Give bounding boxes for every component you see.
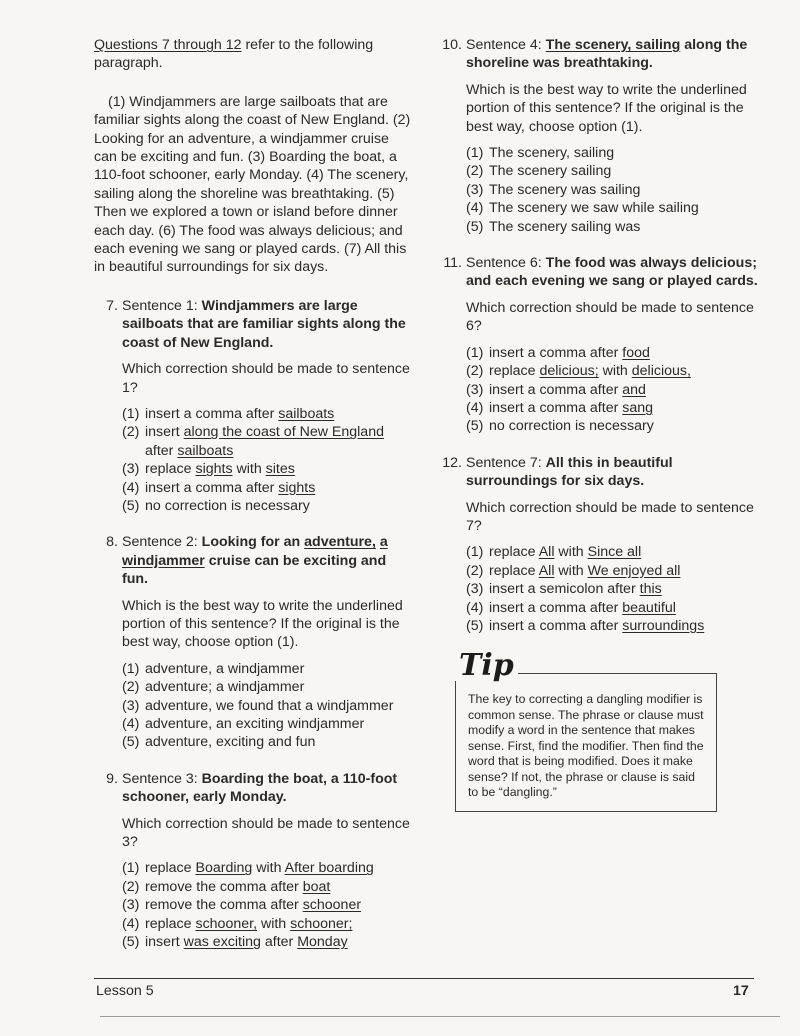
question-8 — [94, 533, 412, 751]
option-underlined: boat — [302, 878, 331, 895]
option-text: insert a comma after — [489, 381, 623, 398]
stem-sentence: along the shoreline was breathtaking. — [466, 37, 748, 72]
question-number: 7. — [106, 297, 118, 314]
question-number: 12. — [442, 454, 462, 471]
right-column — [440, 36, 760, 812]
option-underlined: schooner; — [290, 915, 353, 932]
question-9 — [94, 770, 412, 952]
option-underlined: this — [639, 581, 662, 598]
question-prompt: Which correction should be made to sentence 3? — [122, 815, 410, 851]
option-text: insert — [145, 934, 184, 951]
question-stem — [122, 770, 412, 807]
option-text: no correction is necessary — [489, 418, 654, 435]
option-underlined: sites — [265, 461, 295, 478]
option-number: (1) — [122, 405, 140, 422]
answer-option[interactable] — [122, 460, 412, 478]
option-text: with — [257, 915, 291, 932]
option-underlined: beautiful — [622, 599, 676, 616]
option-number: (5) — [466, 218, 484, 235]
option-number: (1) — [466, 544, 484, 561]
answer-option[interactable] — [122, 933, 412, 951]
answer-options — [466, 144, 760, 236]
option-underlined: schooner — [302, 897, 362, 914]
answer-option[interactable] — [122, 733, 412, 751]
stem-sentence: Windjammers are large sailboats that are familiar sights along the coast of New England. — [122, 297, 406, 351]
answer-option[interactable] — [122, 715, 412, 733]
option-underlined: and — [622, 381, 646, 398]
stem-sentence: Looking for an — [201, 534, 305, 551]
question-prompt: Which correction should be made to sentence 1? — [122, 361, 410, 396]
stem-lead: Sentence 4: — [466, 37, 546, 53]
stem-underlined: adventure, — [304, 534, 376, 551]
option-number: (1) — [466, 344, 484, 361]
lesson-label: Lesson 5 — [96, 983, 154, 999]
answer-option[interactable] — [122, 915, 412, 933]
footer-rule — [94, 978, 754, 979]
answer-option[interactable] — [466, 599, 760, 617]
stem-underlined: a windjammer — [122, 534, 388, 569]
answer-option[interactable] — [466, 181, 760, 199]
answer-option[interactable] — [122, 859, 412, 877]
answer-option[interactable] — [122, 479, 412, 497]
option-text: replace — [489, 544, 539, 561]
option-text: no correction is necessary — [145, 497, 310, 514]
option-text: The scenery sailing was — [489, 218, 641, 235]
option-text: replace — [145, 915, 196, 932]
answer-options — [466, 543, 760, 635]
option-underlined: All — [538, 544, 555, 561]
option-number: (4) — [122, 915, 140, 932]
answer-option[interactable] — [122, 660, 412, 678]
question-prompt: Which is the best way to write the underlined portion of this sentence? If the original is the best way, choose option (1). — [466, 81, 747, 135]
tip-box — [455, 673, 717, 812]
option-text: insert a comma after — [489, 344, 623, 361]
question-number: 11. — [443, 255, 462, 272]
question-number: 9. — [106, 770, 118, 787]
answer-option[interactable] — [466, 580, 760, 598]
answer-options — [466, 344, 760, 436]
option-number: (1) — [122, 860, 140, 877]
passage — [94, 93, 412, 277]
question-prompt: Which correction should be made to sentence 7? — [466, 499, 754, 534]
stem-lead: Sentence 2: — [122, 534, 202, 551]
answer-options — [122, 859, 412, 951]
question-prompt: Which correction should be made to sentence 6? — [466, 299, 754, 335]
stem-underlined: The scenery, sailing — [545, 37, 681, 53]
option-text: with — [554, 544, 588, 561]
option-underlined: sang — [622, 399, 654, 416]
question-7 — [94, 297, 412, 515]
stem-lead: Sentence 6: — [466, 255, 546, 272]
stem-sentence: The food was always delicious; and each evening we sang or played cards. — [466, 255, 758, 290]
answer-option[interactable] — [466, 218, 760, 236]
option-number: (4) — [122, 716, 140, 732]
question-number: 8. — [106, 534, 118, 551]
answer-option[interactable] — [466, 381, 760, 399]
option-text: after — [145, 442, 178, 459]
option-number: (5) — [122, 734, 140, 751]
question-stem — [466, 454, 760, 491]
option-text: The scenery sailing — [489, 163, 612, 180]
answer-option[interactable] — [122, 423, 412, 460]
option-text: insert a comma after — [145, 405, 279, 422]
option-number: (4) — [466, 599, 484, 616]
option-text: The scenery was sailing — [489, 181, 641, 198]
tip-callout — [455, 648, 717, 812]
option-text: with — [598, 363, 632, 380]
answer-option[interactable] — [466, 617, 760, 635]
stem-lead: Sentence 7: — [466, 454, 546, 471]
option-underlined: After boarding — [284, 860, 374, 877]
passage-paragraph: (1) Windjammers are large sailboats that are familiar sights along the coast of New England. (2) Looking for an adventure, a windjammer cruise can be exciting and fun. (3) Boarding the boat, a 110-foot schooner, early Monday. (4) The scenery, sailing along the shoreline was breathtaking. (5) Then we explored a town or island before dinner each day. (6) The food was always delicious; and each evening we sang or played cards. (7) All this in beautiful surroundings for six days. — [94, 93, 411, 276]
option-underlined: sailboats — [177, 442, 234, 459]
option-number: (5) — [466, 418, 484, 435]
answer-option[interactable] — [466, 399, 760, 417]
option-number: (2) — [466, 562, 484, 579]
answer-option[interactable] — [122, 896, 412, 914]
option-underlined: delicious; — [539, 363, 599, 380]
question-11 — [440, 254, 760, 436]
option-number: (5) — [466, 617, 484, 634]
option-text: with — [252, 860, 285, 877]
option-text: insert a comma after — [145, 479, 279, 496]
answer-option[interactable] — [122, 678, 412, 696]
answer-options — [122, 405, 412, 515]
question-stem — [466, 36, 760, 73]
option-number: (4) — [122, 479, 140, 496]
answer-option[interactable] — [466, 199, 760, 217]
intro-text — [94, 36, 412, 73]
option-text: after — [260, 934, 298, 951]
option-underlined: schooner, — [195, 915, 258, 932]
option-number: (3) — [122, 897, 140, 914]
option-text: insert a comma after — [489, 617, 623, 634]
option-underlined: Since all — [587, 544, 642, 561]
option-number: (1) — [122, 660, 140, 677]
question-stem — [122, 297, 412, 352]
stem-sentence: cruise can be exciting and fun. — [122, 552, 387, 588]
option-text: adventure, an exciting windjammer — [145, 716, 365, 732]
answer-option[interactable] — [122, 405, 412, 423]
question-prompt: Which is the best way to write the underlined portion of this sentence? If the original is the best way, choose option (1). — [122, 597, 403, 651]
answer-option[interactable] — [122, 878, 412, 896]
option-underlined: sights — [278, 479, 316, 496]
option-text: The scenery, sailing — [489, 145, 615, 162]
option-text: The scenery we saw while sailing — [489, 200, 699, 217]
option-text: insert a comma after — [489, 599, 623, 616]
stem-lead: Sentence 3: — [122, 770, 202, 787]
question-number: 10. — [442, 37, 462, 53]
answer-option[interactable] — [466, 562, 760, 580]
option-underlined: Boarding — [195, 860, 253, 877]
stem-sentence: All this in beautiful surroundings for six days. — [466, 454, 673, 490]
stem-lead: Sentence 1: — [122, 297, 202, 314]
option-number: (3) — [466, 181, 484, 198]
option-underlined: food — [622, 344, 650, 361]
option-number: (5) — [122, 497, 140, 514]
option-number: (2) — [466, 363, 484, 380]
answer-option[interactable] — [466, 162, 760, 180]
option-underlined: sights — [195, 461, 233, 478]
bottom-rule — [100, 1016, 780, 1017]
option-number: (4) — [466, 200, 484, 217]
question-10 — [440, 36, 760, 236]
intro-underlined: Questions 7 through 12 — [94, 37, 242, 53]
tip-text: The key to correcting a dangling modifier is common sense. The phrase or clause must modify a word in the sentence that makes sense. First, find the modifier. Then find the word that is being modified. Does it make sense? If not, the phrase or clause is said to be “dangling.” — [468, 692, 704, 800]
answer-option[interactable] — [466, 344, 760, 362]
page-number: 17 — [733, 983, 749, 999]
option-underlined: sailboats — [278, 405, 335, 422]
option-number: (1) — [466, 145, 484, 162]
option-underlined: Monday — [297, 934, 348, 951]
option-number: (2) — [122, 424, 140, 441]
answer-option[interactable] — [466, 417, 760, 435]
option-number: (3) — [466, 581, 484, 598]
option-number: (5) — [122, 934, 140, 951]
option-text: replace — [145, 461, 196, 478]
option-text: adventure, exciting and fun — [145, 734, 316, 751]
option-text: with — [232, 461, 266, 478]
option-number: (3) — [122, 697, 140, 714]
stem-sentence: early Monday. — [189, 789, 287, 806]
tip-logo: Tip — [455, 651, 518, 681]
option-text: adventure; a windjammer — [145, 679, 305, 696]
option-underlined: delicious, — [631, 363, 691, 380]
option-number: (2) — [466, 163, 484, 180]
option-text: remove the comma after — [145, 878, 303, 895]
question-12 — [440, 454, 760, 636]
option-number: (3) — [122, 461, 140, 478]
option-underlined: was exciting — [183, 934, 261, 951]
option-text: replace — [145, 860, 196, 877]
question-stem — [466, 254, 760, 291]
answer-option[interactable] — [466, 543, 760, 561]
option-text: replace — [489, 363, 540, 380]
option-number: (2) — [122, 679, 140, 696]
option-underlined: We enjoyed all — [587, 562, 681, 579]
option-underlined: All — [538, 562, 555, 579]
option-text: replace — [489, 562, 539, 579]
option-text: adventure, we found that a windjammer — [145, 697, 394, 714]
option-text: insert a comma after — [489, 399, 623, 416]
stem-sentence: Boarding the boat, a 110-foot schooner, — [122, 770, 398, 806]
answer-option[interactable] — [466, 362, 760, 380]
option-underlined: along the coast of New England — [183, 424, 384, 441]
option-underlined: surroundings — [622, 617, 705, 634]
option-text: insert a semicolon after — [489, 581, 640, 598]
option-number: (4) — [466, 399, 484, 416]
option-number: (3) — [466, 381, 484, 398]
option-text: with — [554, 562, 588, 579]
option-text: remove the comma after — [145, 897, 303, 914]
option-text: adventure, a windjammer — [145, 660, 305, 677]
answer-option[interactable] — [466, 144, 760, 162]
answer-option[interactable] — [122, 497, 412, 515]
answer-option[interactable] — [122, 697, 412, 715]
answer-options — [122, 660, 412, 752]
option-text: insert — [145, 424, 184, 441]
question-stem — [122, 533, 412, 588]
intro-rest: refer to the following paragraph. — [94, 37, 374, 72]
left-column — [94, 36, 412, 969]
option-number: (2) — [122, 878, 140, 895]
